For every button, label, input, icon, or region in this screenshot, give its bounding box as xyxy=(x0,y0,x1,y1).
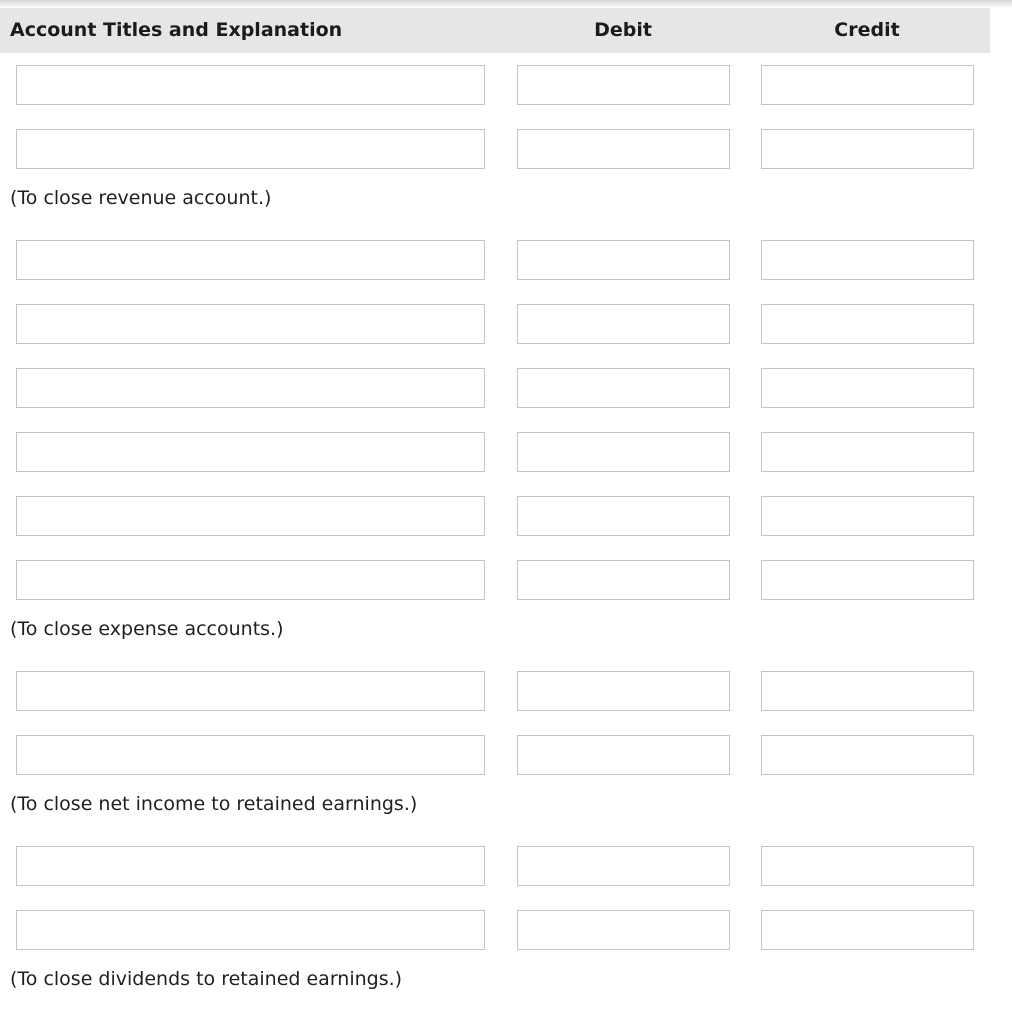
account-title-input[interactable] xyxy=(16,65,485,105)
journal-row xyxy=(0,834,1012,898)
debit-header: Debit xyxy=(594,19,652,41)
account-title-input[interactable] xyxy=(16,432,485,472)
journal-row xyxy=(0,356,1012,420)
credit-input[interactable] xyxy=(761,671,974,711)
credit-input[interactable] xyxy=(761,65,974,105)
credit-input[interactable] xyxy=(761,910,974,950)
debit-input[interactable] xyxy=(517,65,730,105)
entry-explanation-note: (To close net income to retained earnings.) xyxy=(10,793,418,815)
journal-row xyxy=(0,484,1012,548)
journal-row xyxy=(0,659,1012,723)
debit-input[interactable] xyxy=(517,129,730,169)
account-title-input[interactable] xyxy=(16,846,485,886)
credit-input[interactable] xyxy=(761,432,974,472)
debit-input[interactable] xyxy=(517,432,730,472)
account-title-input[interactable] xyxy=(16,240,485,280)
credit-input[interactable] xyxy=(761,304,974,344)
debit-input[interactable] xyxy=(517,671,730,711)
journal-row xyxy=(0,898,1012,962)
account-title-input[interactable] xyxy=(16,496,485,536)
top-shadow xyxy=(0,0,1012,8)
debit-input[interactable] xyxy=(517,240,730,280)
journal-entry-rows xyxy=(0,53,1012,1009)
debit-input[interactable] xyxy=(517,304,730,344)
debit-input[interactable] xyxy=(517,496,730,536)
debit-input[interactable] xyxy=(517,735,730,775)
debit-input[interactable] xyxy=(517,560,730,600)
credit-input[interactable] xyxy=(761,368,974,408)
debit-input[interactable] xyxy=(517,846,730,886)
credit-input[interactable] xyxy=(761,560,974,600)
journal-row xyxy=(0,53,1012,117)
debit-input[interactable] xyxy=(517,368,730,408)
account-title-input[interactable] xyxy=(16,129,485,169)
account-title-input[interactable] xyxy=(16,560,485,600)
table-header xyxy=(0,8,990,53)
credit-input[interactable] xyxy=(761,129,974,169)
journal-row xyxy=(0,723,1012,787)
account-title-input[interactable] xyxy=(16,304,485,344)
account-title-input[interactable] xyxy=(16,671,485,711)
account-title-input[interactable] xyxy=(16,735,485,775)
credit-input[interactable] xyxy=(761,240,974,280)
debit-input[interactable] xyxy=(517,910,730,950)
journal-row xyxy=(0,420,1012,484)
entry-explanation-note: (To close expense accounts.) xyxy=(10,618,284,640)
credit-input[interactable] xyxy=(761,846,974,886)
entry-explanation-note: (To close dividends to retained earnings.) xyxy=(10,968,403,990)
account-title-input[interactable] xyxy=(16,910,485,950)
credit-input[interactable] xyxy=(761,735,974,775)
account-titles-header: Account Titles and Explanation xyxy=(10,19,343,41)
entry-explanation-note: (To close revenue account.) xyxy=(10,187,272,209)
journal-row xyxy=(0,292,1012,356)
account-title-input[interactable] xyxy=(16,368,485,408)
credit-header: Credit xyxy=(834,19,900,41)
journal-row xyxy=(0,228,1012,292)
credit-input[interactable] xyxy=(761,496,974,536)
journal-row xyxy=(0,117,1012,181)
journal-row xyxy=(0,548,1012,612)
